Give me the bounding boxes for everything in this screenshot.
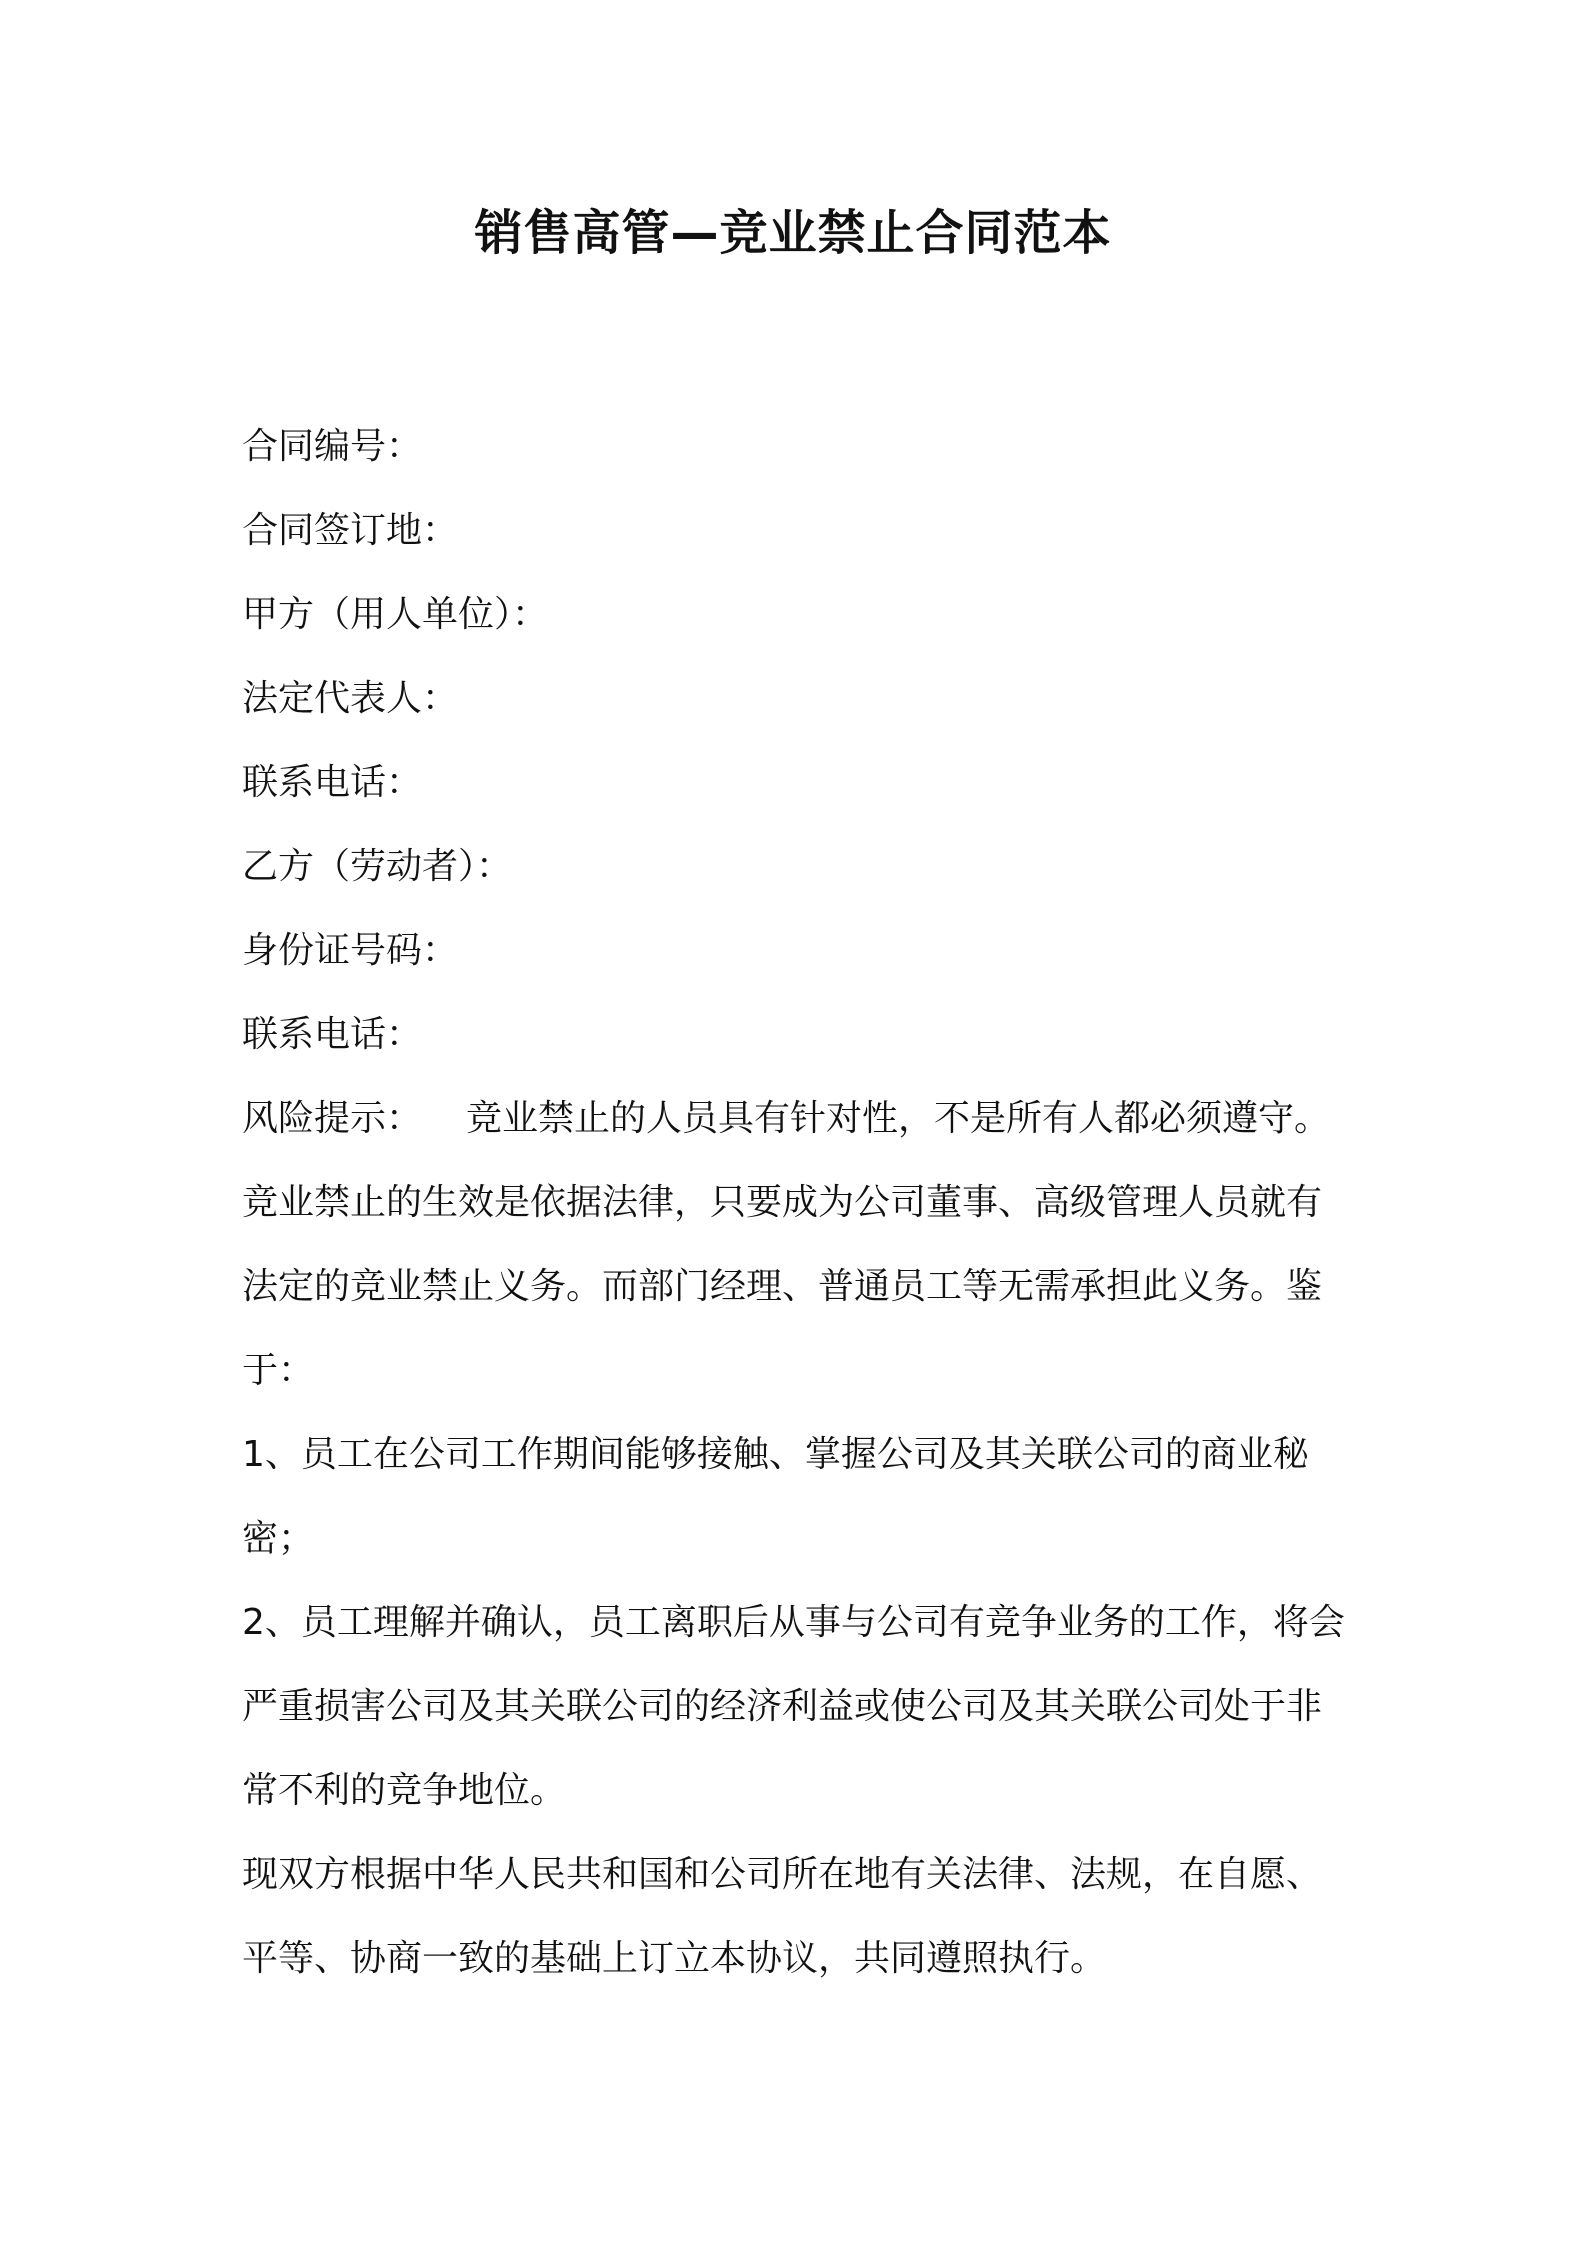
closing-paragraph: 现双方根据中华人民共和国和公司所在地有关法律、法规，在自愿、平等、协商一致的基础上订立本协议，共同遵照执行。	[242, 1854, 1323, 1979]
risk-text: 竞业禁止的人员具有针对性，不是所有人都必须遵守。竞业禁止的生效是依据法律，只要成为公司董事、高级管理人员就有法定的竞业禁止义务。而部门经理、普通员工等无需承担此义务。鉴于：	[242, 1098, 1331, 1391]
field-party-a-phone: 联系电话：	[242, 762, 423, 803]
clause-1: 1、员工在公司工作期间能够接触、掌握公司及其关联公司的商业秘密；	[242, 1434, 1309, 1559]
clause-2: 2、员工理解并确认，员工离职后从事与公司有竞争业务的工作，将会严重损害公司及其关联公司的经济利益或使公司及其关联公司处于非常不利的竞争地位。	[242, 1602, 1345, 1811]
field-id-number: 身份证号码：	[242, 930, 459, 971]
document-title: 销售高管—竞业禁止合同范本	[474, 205, 1112, 261]
field-party-b: 乙方（劳动者）：	[242, 846, 513, 887]
risk-label: 风险提示：	[242, 1098, 423, 1139]
field-signing-place: 合同签订地：	[242, 510, 459, 551]
document-body	[242, 405, 1352, 2001]
field-legal-representative: 法定代表人：	[242, 678, 459, 719]
field-contract-number: 合同编号：	[242, 426, 423, 467]
field-party-b-phone: 联系电话：	[242, 1014, 423, 1055]
risk-notice	[242, 1077, 1352, 1413]
field-party-a: 甲方（用人单位）：	[242, 594, 549, 635]
